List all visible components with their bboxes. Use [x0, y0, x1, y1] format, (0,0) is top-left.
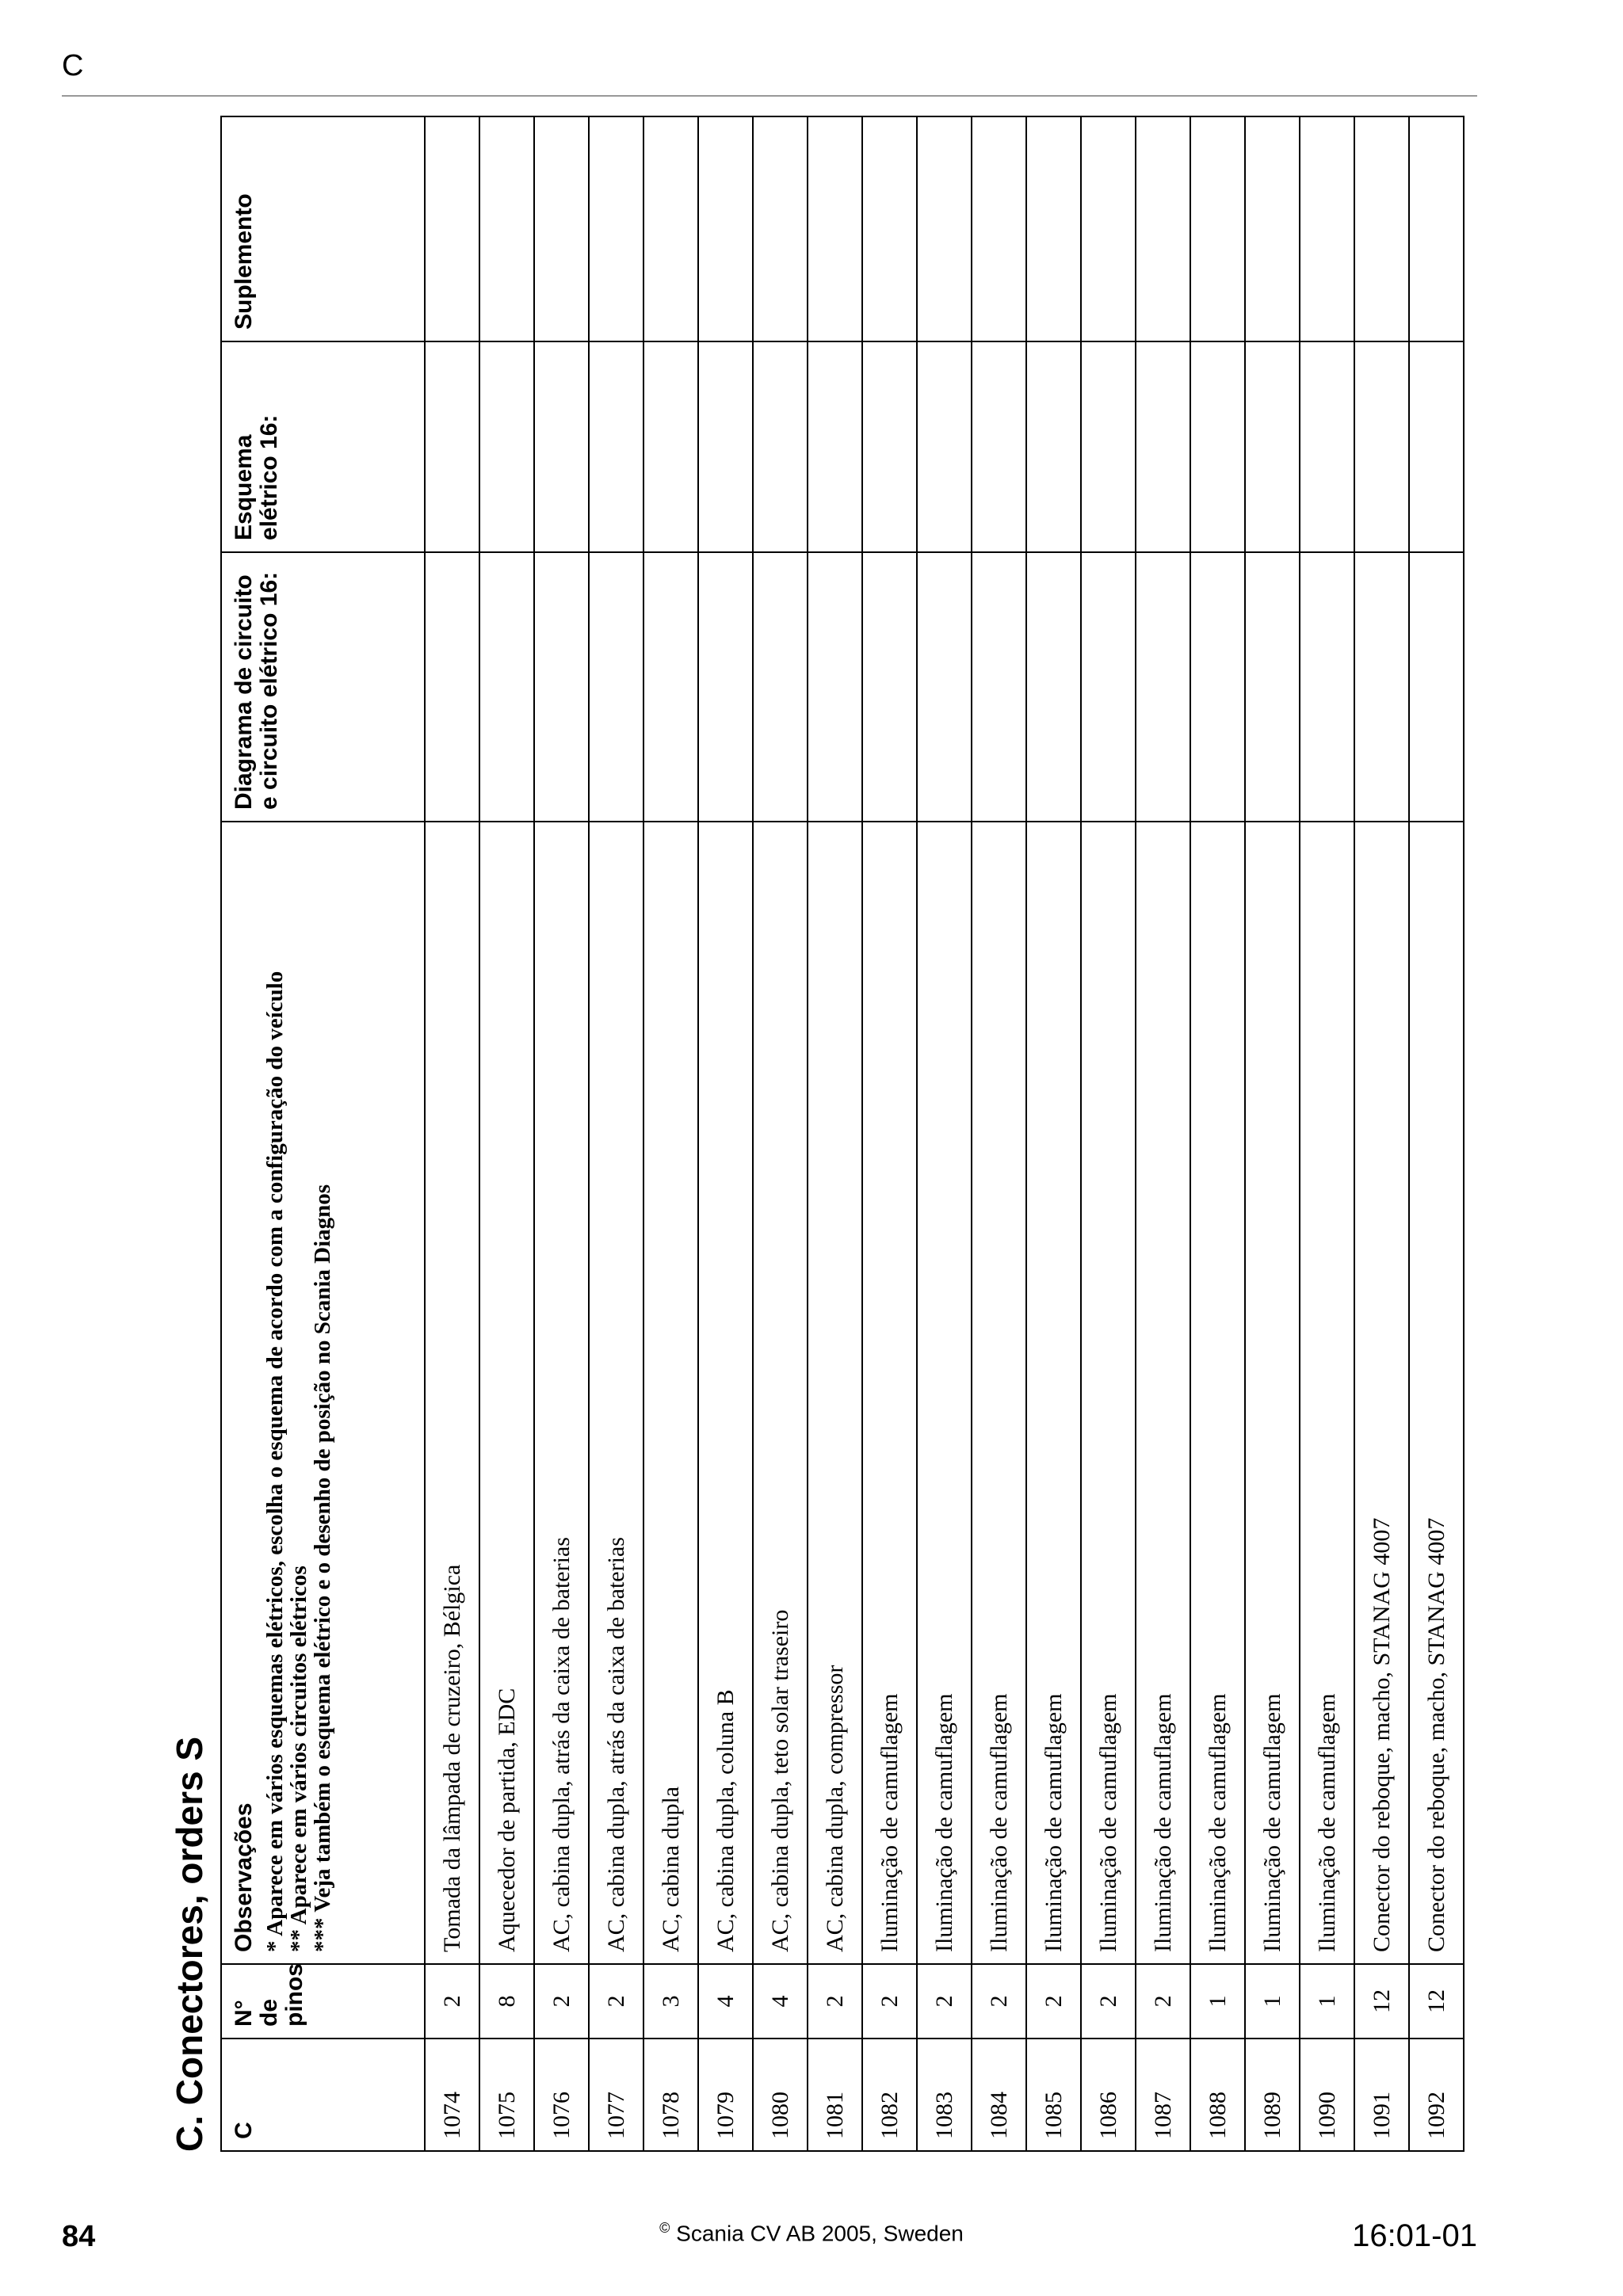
cell-suplemento	[1136, 116, 1190, 341]
table-row	[972, 116, 1026, 2151]
table-row	[917, 116, 972, 2151]
table-row	[698, 116, 753, 2151]
cell-suplemento	[534, 116, 589, 341]
cell-suplemento	[425, 116, 479, 341]
table-row	[643, 116, 698, 2151]
cell-suplemento	[917, 116, 972, 341]
cell-diagrama	[753, 552, 808, 822]
cell-pinos: 2	[1081, 1964, 1136, 2039]
cell-suplemento	[808, 116, 862, 341]
cell-pinos: 2	[808, 1964, 862, 2039]
cell-pinos: 2	[1136, 1964, 1190, 2039]
note-single-asterisk: * Aparece em vários esquemas elétricos, escolha o esquema de acordo com a configuração do veículo	[262, 971, 288, 1952]
header-pinos: N° de pinos	[221, 1964, 425, 2039]
table-row	[425, 116, 479, 2151]
cell-observacoes: Iluminação de camuflagem	[1026, 822, 1081, 1964]
table-row	[1354, 116, 1409, 2151]
cell-pinos: 1	[1300, 1964, 1354, 2039]
header-diagrama: Diagrama de circuito e circuito elétrico 16:	[221, 552, 425, 822]
cell-pinos: 2	[534, 1964, 589, 2039]
cell-c: 1092	[1409, 2039, 1464, 2151]
header-section-letter: C	[62, 49, 84, 82]
cell-diagrama	[1026, 552, 1081, 822]
cell-observacoes: Iluminação de camuflagem	[1136, 822, 1190, 1964]
table-row	[808, 116, 862, 2151]
cell-esquema	[425, 341, 479, 552]
copyright-symbol: ©	[659, 2220, 670, 2236]
cell-suplemento	[1245, 116, 1300, 341]
cell-observacoes: Iluminação de camuflagem	[1081, 822, 1136, 1964]
cell-diagrama	[917, 552, 972, 822]
cell-pinos: 12	[1409, 1964, 1464, 2039]
document-code: 16:01-01	[1352, 2218, 1477, 2253]
table-row	[1300, 116, 1354, 2151]
cell-diagrama	[1354, 552, 1409, 822]
cell-c: 1075	[479, 2039, 534, 2151]
table-row	[1026, 116, 1081, 2151]
page-number: 84	[62, 2220, 96, 2253]
cell-pinos: 3	[643, 1964, 698, 2039]
cell-c: 1084	[972, 2039, 1026, 2151]
table-row	[1136, 116, 1190, 2151]
header-observacoes: Observações * Aparece em vários esquemas elétricos, escolha o esquema de acordo com a configuração do veículo ** Aparece em vários circuitos elétricos *** Veja também o esquema elétrico e o desenho de posição no Scania Diagnos	[221, 822, 425, 1964]
header-c: C	[221, 2039, 425, 2151]
cell-suplemento	[643, 116, 698, 341]
table-row	[1245, 116, 1300, 2151]
cell-suplemento	[1300, 116, 1354, 341]
cell-esquema	[972, 341, 1026, 552]
cell-c: 1091	[1354, 2039, 1409, 2151]
cell-observacoes: Conector do reboque, macho, STANAG 4007	[1354, 822, 1409, 1964]
table-body	[425, 116, 1464, 2151]
cell-c: 1087	[1136, 2039, 1190, 2151]
cell-c: 1082	[862, 2039, 917, 2151]
cell-observacoes: Iluminação de camuflagem	[972, 822, 1026, 1964]
cell-suplemento	[698, 116, 753, 341]
cell-diagrama	[1190, 552, 1245, 822]
header-esquema: Esquema elétrico 16:	[221, 341, 425, 552]
cell-diagrama	[698, 552, 753, 822]
cell-suplemento	[1026, 116, 1081, 341]
table-row	[1081, 116, 1136, 2151]
cell-esquema	[1300, 341, 1354, 552]
note-double-asterisk: ** Aparece em vários circuitos elétricos	[286, 1566, 311, 1952]
section-title: C. Conectores, orders S	[169, 1736, 210, 2152]
table-row	[479, 116, 534, 2151]
cell-esquema	[698, 341, 753, 552]
cell-observacoes: Aquecedor de partida, EDC	[479, 822, 534, 1964]
cell-pinos: 2	[862, 1964, 917, 2039]
cell-pinos: 2	[917, 1964, 972, 2039]
cell-observacoes: Tomada da lâmpada de cruzeiro, Bélgica	[425, 822, 479, 1964]
cell-suplemento	[1081, 116, 1136, 341]
cell-observacoes: Iluminação de camuflagem	[1190, 822, 1245, 1964]
cell-esquema	[1081, 341, 1136, 552]
cell-c: 1081	[808, 2039, 862, 2151]
cell-c: 1086	[1081, 2039, 1136, 2151]
cell-diagrama	[534, 552, 589, 822]
cell-c: 1080	[753, 2039, 808, 2151]
cell-pinos: 4	[753, 1964, 808, 2039]
cell-observacoes: AC, cabina dupla, atrás da caixa de baterias	[589, 822, 643, 1964]
cell-c: 1074	[425, 2039, 479, 2151]
cell-diagrama	[1409, 552, 1464, 822]
cell-pinos: 1	[1245, 1964, 1300, 2039]
cell-c: 1079	[698, 2039, 753, 2151]
cell-pinos: 1	[1190, 1964, 1245, 2039]
cell-observacoes: Iluminação de camuflagem	[1300, 822, 1354, 1964]
cell-esquema	[643, 341, 698, 552]
cell-observacoes: AC, cabina dupla, coluna B	[698, 822, 753, 1964]
cell-suplemento	[972, 116, 1026, 341]
cell-pinos: 2	[1026, 1964, 1081, 2039]
cell-suplemento	[1190, 116, 1245, 341]
cell-c: 1078	[643, 2039, 698, 2151]
cell-esquema	[808, 341, 862, 552]
cell-observacoes: Conector do reboque, macho, STANAG 4007	[1409, 822, 1464, 1964]
cell-diagrama	[862, 552, 917, 822]
cell-c: 1090	[1300, 2039, 1354, 2151]
cell-esquema	[753, 341, 808, 552]
cell-diagrama	[1081, 552, 1136, 822]
table-row	[862, 116, 917, 2151]
table-row	[753, 116, 808, 2151]
cell-suplemento	[1354, 116, 1409, 341]
table-row	[534, 116, 589, 2151]
cell-diagrama	[479, 552, 534, 822]
cell-c: 1076	[534, 2039, 589, 2151]
cell-c: 1083	[917, 2039, 972, 2151]
cell-suplemento	[753, 116, 808, 341]
cell-observacoes: Iluminação de camuflagem	[917, 822, 972, 1964]
table-row	[1409, 116, 1464, 2151]
cell-suplemento	[1409, 116, 1464, 341]
cell-esquema	[534, 341, 589, 552]
cell-esquema	[1190, 341, 1245, 552]
table-row	[589, 116, 643, 2151]
cell-c: 1077	[589, 2039, 643, 2151]
cell-pinos: 8	[479, 1964, 534, 2039]
cell-c: 1085	[1026, 2039, 1081, 2151]
cell-esquema	[1409, 341, 1464, 552]
cell-diagrama	[1300, 552, 1354, 822]
cell-diagrama	[1245, 552, 1300, 822]
cell-esquema	[917, 341, 972, 552]
copyright-text: Scania CV AB 2005, Sweden	[676, 2221, 964, 2246]
cell-pinos: 2	[425, 1964, 479, 2039]
cell-esquema	[1136, 341, 1190, 552]
note-triple-asterisk: *** Veja também o esquema elétrico e o desenho de posição no Scania Diagnos	[310, 1184, 335, 1952]
cell-diagrama	[425, 552, 479, 822]
cell-observacoes: AC, cabina dupla	[643, 822, 698, 1964]
cell-pinos: 2	[589, 1964, 643, 2039]
rotated-section	[162, 117, 1499, 2152]
cell-diagrama	[1136, 552, 1190, 822]
cell-suplemento	[862, 116, 917, 341]
header-suplemento: Suplemento	[221, 116, 425, 341]
cell-c: 1089	[1245, 2039, 1300, 2151]
cell-esquema	[1245, 341, 1300, 552]
cell-pinos: 12	[1354, 1964, 1409, 2039]
cell-diagrama	[589, 552, 643, 822]
cell-esquema	[862, 341, 917, 552]
cell-observacoes: AC, cabina dupla, compressor	[808, 822, 862, 1964]
cell-esquema	[1026, 341, 1081, 552]
cell-diagrama	[972, 552, 1026, 822]
table-header-row	[221, 116, 425, 2151]
table-row	[1190, 116, 1245, 2151]
cell-esquema	[1354, 341, 1409, 552]
cell-diagrama	[643, 552, 698, 822]
cell-suplemento	[479, 116, 534, 341]
cell-observacoes: Iluminação de camuflagem	[862, 822, 917, 1964]
cell-esquema	[479, 341, 534, 552]
cell-suplemento	[589, 116, 643, 341]
cell-pinos: 4	[698, 1964, 753, 2039]
cell-observacoes: AC, cabina dupla, teto solar traseiro	[753, 822, 808, 1964]
cell-diagrama	[808, 552, 862, 822]
cell-observacoes: Iluminação de camuflagem	[1245, 822, 1300, 1964]
cell-pinos: 2	[972, 1964, 1026, 2039]
cell-c: 1088	[1190, 2039, 1245, 2151]
cell-observacoes: AC, cabina dupla, atrás da caixa de baterias	[534, 822, 589, 1964]
connectors-table	[220, 116, 1465, 2152]
header-divider	[62, 95, 1477, 97]
cell-esquema	[589, 341, 643, 552]
